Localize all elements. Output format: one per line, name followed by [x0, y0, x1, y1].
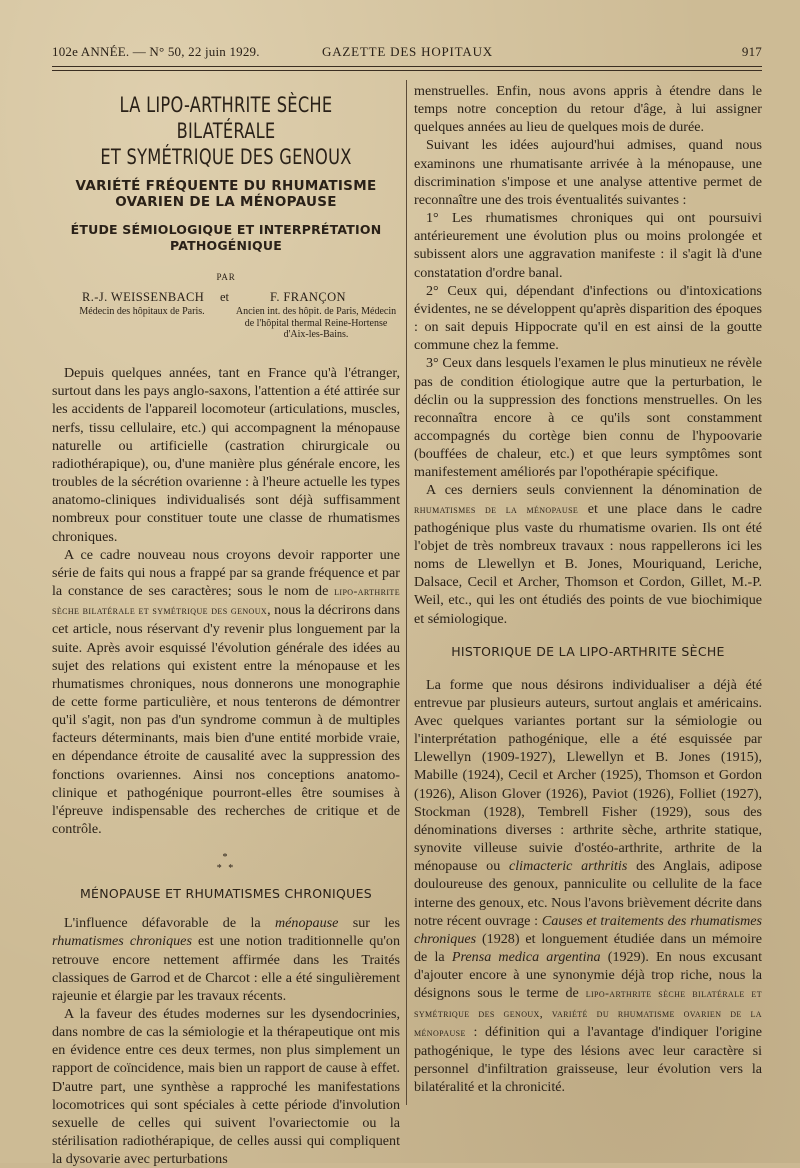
section-heading-1: MÉNOPAUSE ET RHUMATISMES CHRONIQUES	[79, 886, 373, 902]
italic-run: Causes et traitements des rhumatismes chroniques	[414, 912, 762, 947]
authors-conjunction: et	[220, 290, 230, 305]
list-item-3: 3° Ceux dans lesquels l'examen le plus minutieux ne révèle pas de condition étiologique autre que la perturbation, le déclin ou la suppression des fonctions menstruelles. On les reconnaîtra encore à ce qu'ils sont constamment accompagnés du cortège bien connu de l'hypoovarie (bouffées de chaleur, etc.) et que leurs symptômes sont manifestement améliorés par l'opothérapie spécifique.	[414, 355, 762, 481]
page-header	[52, 42, 762, 66]
section1-paragraph-1	[52, 914, 400, 1005]
article-title	[76, 92, 375, 170]
text-run: des Anglais, adipose douloureuse des genoux, panniculite ou cellulite de la face interne des genoux, etc. Nous l'avons brièvement décrite dans notre récent ouvrage :	[414, 858, 762, 929]
text-run: est une notion traditionnelle qu'on retrouve encore nettement affirmée dans les Traités classiques de Garrod et de Charcot : elle a été singulièrement rajeunie et élargie par les travaux récents.	[52, 933, 400, 1004]
history-paragraph	[414, 676, 762, 1097]
list-item-1: 1° Les rhumatismes chroniques qui ont poursuivi antérieurement une évolution plus ou moins prolongée et subissent alors une aggravation manifeste : il s'agit là d'une constatation d'ordre banal.	[414, 210, 762, 281]
by-label: PAR	[216, 272, 236, 282]
text-run: A ce cadre nouveau nous croyons devoir rapporter une série de faits qui nous a frappé par sa grande fréquence et par la constance de ses caractères; sous le nom de	[52, 546, 400, 600]
continued-paragraph: menstruelles. Enfin, nous avons appris à étendre dans le temps notre conception du retour d'âge, à lui assigner quelques années au lieu de quelques mois de durée.	[414, 83, 762, 136]
text-run: L'influence défavorable de la	[64, 915, 275, 932]
text-run: (1929). En nous excusant d'ajouter encore à une synonymie déjà trop riche, nous la désignons sous le terme de	[414, 949, 762, 1002]
journal-title: GAZETTE DES HOPITAUX	[322, 44, 493, 59]
right-paragraph-2: Suivant les idées aujourd'hui admises, quand nous examinons une rhumatisante arrivée à la ménopause, une discrimination s'impose et une analyse attentive permet de reconnaître une des trois éventualités suivantes :	[414, 137, 762, 208]
text-run: (1928) et longuement étudiée dans un mémoire de la	[414, 930, 762, 966]
list-item-2: 2° Ceux qui, dépendant d'infections ou d'intoxications évidentes, ne se développent qu'après disparition des époques : on sait depuis Hippocrate qu'il en est ainsi de la goutte commune chez la femme.	[414, 282, 762, 354]
section-separator: * * *	[216, 852, 236, 875]
title-line-1: LA LIPO-ARTHRITE SÈCHE BILATÉRALE	[119, 93, 333, 143]
italic-run: ménopause	[274, 915, 339, 932]
italic-run: rhumatismes chroniques	[52, 933, 192, 950]
small-caps-run: lipo-arthrite sèche bilatérale et symétrique des genoux, variété du rhumatisme ovarien de la ménopause	[414, 988, 762, 1039]
title-line-2: ET SYMÉTRIQUE DES GENOUX	[100, 145, 352, 169]
intro-paragraph-2	[52, 546, 400, 839]
page-number: 917	[741, 44, 762, 59]
author-2: F. FRANÇON	[270, 290, 346, 305]
small-caps-run: rhumatismes de la ménopause	[414, 503, 579, 516]
section-heading-2: HISTORIQUE DE LA LIPO-ARTHRITE SÈCHE	[451, 643, 725, 659]
text-run: La forme que nous désirons individualiser a déjà été entrevue par plusieurs auteurs, surtout anglais et américains. Avec quelques variantes portant sur la sémiologie ou l'interprétation pathogénique, elle a été esquissée par Llewellyn (1909-1927), Llewellyn et B. Jones (1915), Mabille (1924), Cecil et Archer (1925), Thomson et Gordon (1926), Alison Glover (1926), Paviot (1926), Folliet (1927), Stockman (1928), Tembrell Fisher (1929), sous des dénominations diverses : arthrite sèche, arthrite statique, synovite villeuse suivie d'ostéo-arthrite, arthrite de la ménopause ou	[414, 676, 762, 875]
header-rule-thin	[52, 70, 762, 71]
italic-run: Prensa medica argentina	[451, 949, 601, 966]
right-column	[414, 82, 762, 1096]
author-1: R.-J. WEISSENBACH	[82, 290, 205, 305]
italic-run: climacteric arthritis	[508, 858, 628, 875]
affiliation-1: Médecin des hôpitaux de Paris.	[79, 306, 205, 318]
authors-block	[52, 288, 400, 356]
section1-paragraph-2: A la faveur des études modernes sur les dysendocrinies, dans nombre de cas la sémiologie et la thérapeutique ont mis en évidence entre ces deux termes, non plus simplement un rapport de coïncidence, mais bien un rapport de cause à effet. D'autre part, une synthèse a rapproché les manifestations locomotrices qui sont spéciales à cette période d'involution sexuelle de celles qui suivent l'ovariectomie ou la stérilisation radiothérapique, de celles aussi qui compliquent la dysovarie avec perturbations	[52, 1006, 400, 1168]
affiliation-2: Ancien int. des hôpit. de Paris, Médecin de l'hôpital thermal Reine-Hortense d'Aix-les-Bains.	[235, 306, 397, 341]
article-subtitle: VARIÉTÉ FRÉQUENTE DU RHUMATISME OVARIEN DE LA MÉNOPAUSE	[75, 178, 377, 210]
small-caps-run: lipo-arthrite sèche bilatérale et symétrique des genoux	[52, 586, 400, 618]
issue-info: 102e ANNÉE. — N° 50, 22 juin 1929.	[52, 44, 260, 59]
text-run: , nous la décrirons dans cet article, nous réservant d'y revenir plus longuement par la suite. Après avoir esquissé l'évolution générale des idées au sujet des relations qui existent entre la ménopause et les rhumatismes chroniques, nous donnerons une monographie de cette forme particulière, et nous tenterons de démontrer qu'il s'agit, non pas d'un syndrome commun à de multiples facteurs déterminants, mais bien d'une entité morbide vraie, en dépendance étroite de causalité avec la suppression des fonctions ovariennes. Ainsi nos conceptions anatomo-clinique et pathogénique pourront-elles être soumises à l'épreuve indispensable des recherches de critique et de contrôle.	[52, 602, 401, 838]
header-rule-thick	[52, 66, 762, 67]
intro-paragraph-1: Depuis quelques années, tant en France qu'à l'étranger, surtout dans les pays anglo-saxons, l'attention a été attirée sur les accidents de l'appareil locomoteur (articulations, muscles, nerfs, tissu cellulaire, etc.) qui accompagnent la ménopause naturelle ou artificielle (castration chirurgicale ou radiothérapique), ou, d'une manière plus générale encore, les troubles de la sécrétion ovarienne : à l'heure actuelle les types anatomo-cliniques individualisés sont déjà suffisamment nombreux pour constituer toute une classe de rhumatismes chroniques.	[52, 365, 400, 545]
article-subtitle-2: ÉTUDE SÉMIOLOGIQUE ET INTERPRÉTATION PATHOGÉNIQUE	[70, 222, 382, 253]
column-divider	[406, 80, 407, 1105]
text-run: A ces derniers seuls conviennent la dénomination de	[426, 482, 762, 499]
left-column	[52, 82, 400, 1168]
text-run: sur les	[338, 915, 400, 932]
right-paragraph-6	[414, 481, 762, 627]
text-run: : définition qui a l'avantage d'indiquer l'origine pathogénique, le type des lésions avec leur caractère si personnel d'infiltration graisseuse, leur évolution vers la bilatéralité et la chronicité.	[414, 1023, 762, 1096]
text-run: et une place dans le cadre pathogénique plus vaste du rhumatisme ovarien. Ils ont été l'objet de très nombreux travaux : nous rappellerons ici les noms de Llewellyn et B. Jones, Mouriquand, Leriche, Dalsace, Cecil et Archer, Thomson et Cordon, Gillet, M.-P. Weil, etc., qui les ont étudiés des points de vue biochimique et sémiologique.	[414, 500, 762, 627]
